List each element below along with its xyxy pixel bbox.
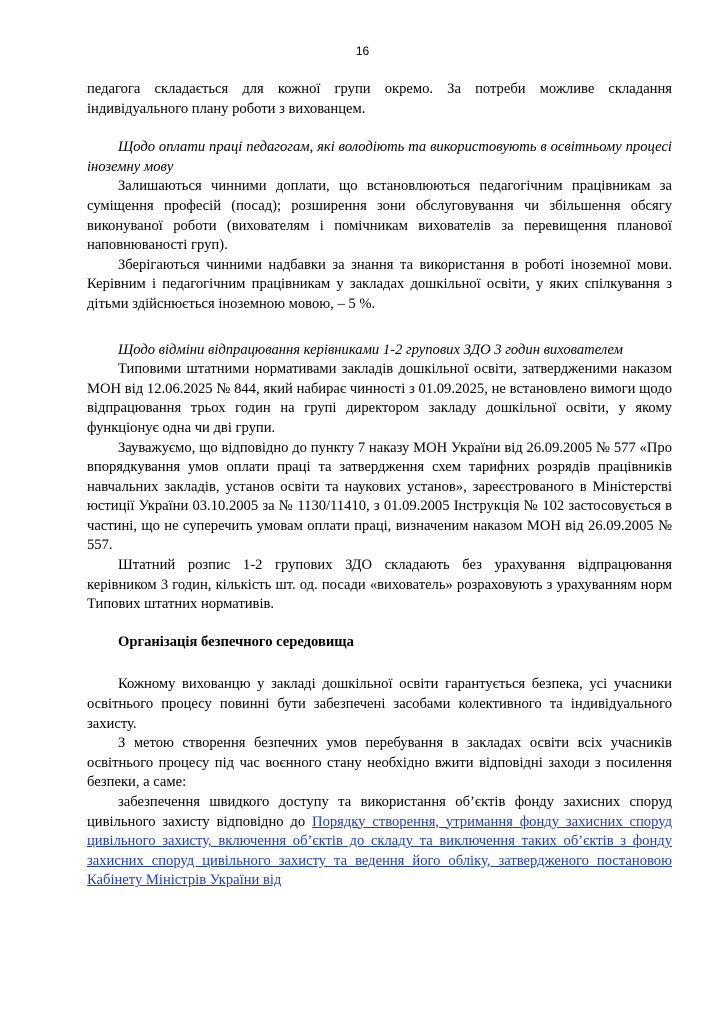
paragraph-wartime-measures: З метою створення безпечних умов перебування в закладах освіти всіх учасників освітнього процесу під час воєнного стану необхідно вжити відповідні заходи з посилення безпеки, а саме:	[87, 735, 672, 791]
paragraph-staffing-norms: Типовими штатними нормативами закладів дошкільної освіти, затвердженими наказом МОН від 12.06.2025 № 844, який набирає чинності з 01.09.2025, не встановлено вимоги щодо відпрацювання трьох годин на групі директором закладу дошкільної освіти, у якому функціонує одна чи дві групи.	[87, 361, 672, 436]
section-heading-foreign-language-pay: Щодо оплати праці педагогам, які володіють та використовують в освітньому процесі іноземну мову	[87, 139, 672, 175]
section-heading-safe-environment: Організація безпечного середовища	[118, 633, 354, 650]
section-heading-director-hours: Щодо відміни відпрацювання керівниками 1-2 групових ЗДО 3 годин вихователем	[118, 341, 623, 358]
document-body	[87, 80, 672, 891]
paragraph-staff-schedule: Штатний розпис 1-2 групових ЗДО складають без урахування відпрацювання керівником 3 годин, кількість шт. од. посади «вихователь» розраховують з урахуванням норм Типових штатних нормативів.	[87, 557, 672, 613]
paragraph-safety-guarantee: Кожному вихованцю у закладі дошкільної освіти гарантується безпека, усі учасники освітнього процесу повинні бути забезпечені засобами колективного та індивідуального захисту.	[87, 676, 672, 732]
shelter-procedure-link[interactable]: Порядку створення, утримання фонду захисних споруд цивільного захисту, включення об’єктів до складу та виключення таких об’єктів з фонду захисних споруд цивільного захисту та ведення його обліку, затвердженого постановою Кабінету Міністрів України від	[87, 813, 672, 889]
paragraph-order-577: Зауважуємо, що відповідно до пункту 7 наказу МОН України від 26.09.2005 № 577 «Про впорядкування умов оплати праці та затвердження схем тарифних розрядів працівників навчальних закладів, установ освіти та наукових установ», зареєстрованого в Міністерстві юстиції України 03.10.2005 за № 1130/11410, з 01.09.2005 Інструкція № 102 застосовується в частині, що не суперечить умовам оплати праці, визначеним наказом МОН від 26.09.2005 № 557.	[87, 439, 672, 554]
paragraph-continuation: педагога складається для кожної групи окремо. За потреби можливе складання індивідуального плану роботи з вихованцем.	[87, 81, 672, 117]
paragraph-allowances: Залишаються чинними доплати, що встановлюються педагогічним працівникам за суміщення професій (посад); розширення зони обслуговування чи збільшення обсягу виконуваної роботи (вихователям і помічникам вихователів за перевищення планової наповнюваності груп).	[87, 178, 672, 254]
shelters-text: забезпечення швидкого доступу та використання об’єктів фонду захисних споруд цивільного захисту відповідно до	[87, 794, 672, 830]
paragraph-shelters	[87, 793, 672, 891]
paragraph-language-bonus: Зберігаються чинними надбавки за знання та використання в роботі іноземної мови. Керівним і педагогічним працівникам у закладах дошкільної освіти, у яких спілкування з дітьми здійснюється іноземною мовою, – 5 %.	[87, 256, 672, 312]
page-number: 16	[355, 44, 370, 58]
